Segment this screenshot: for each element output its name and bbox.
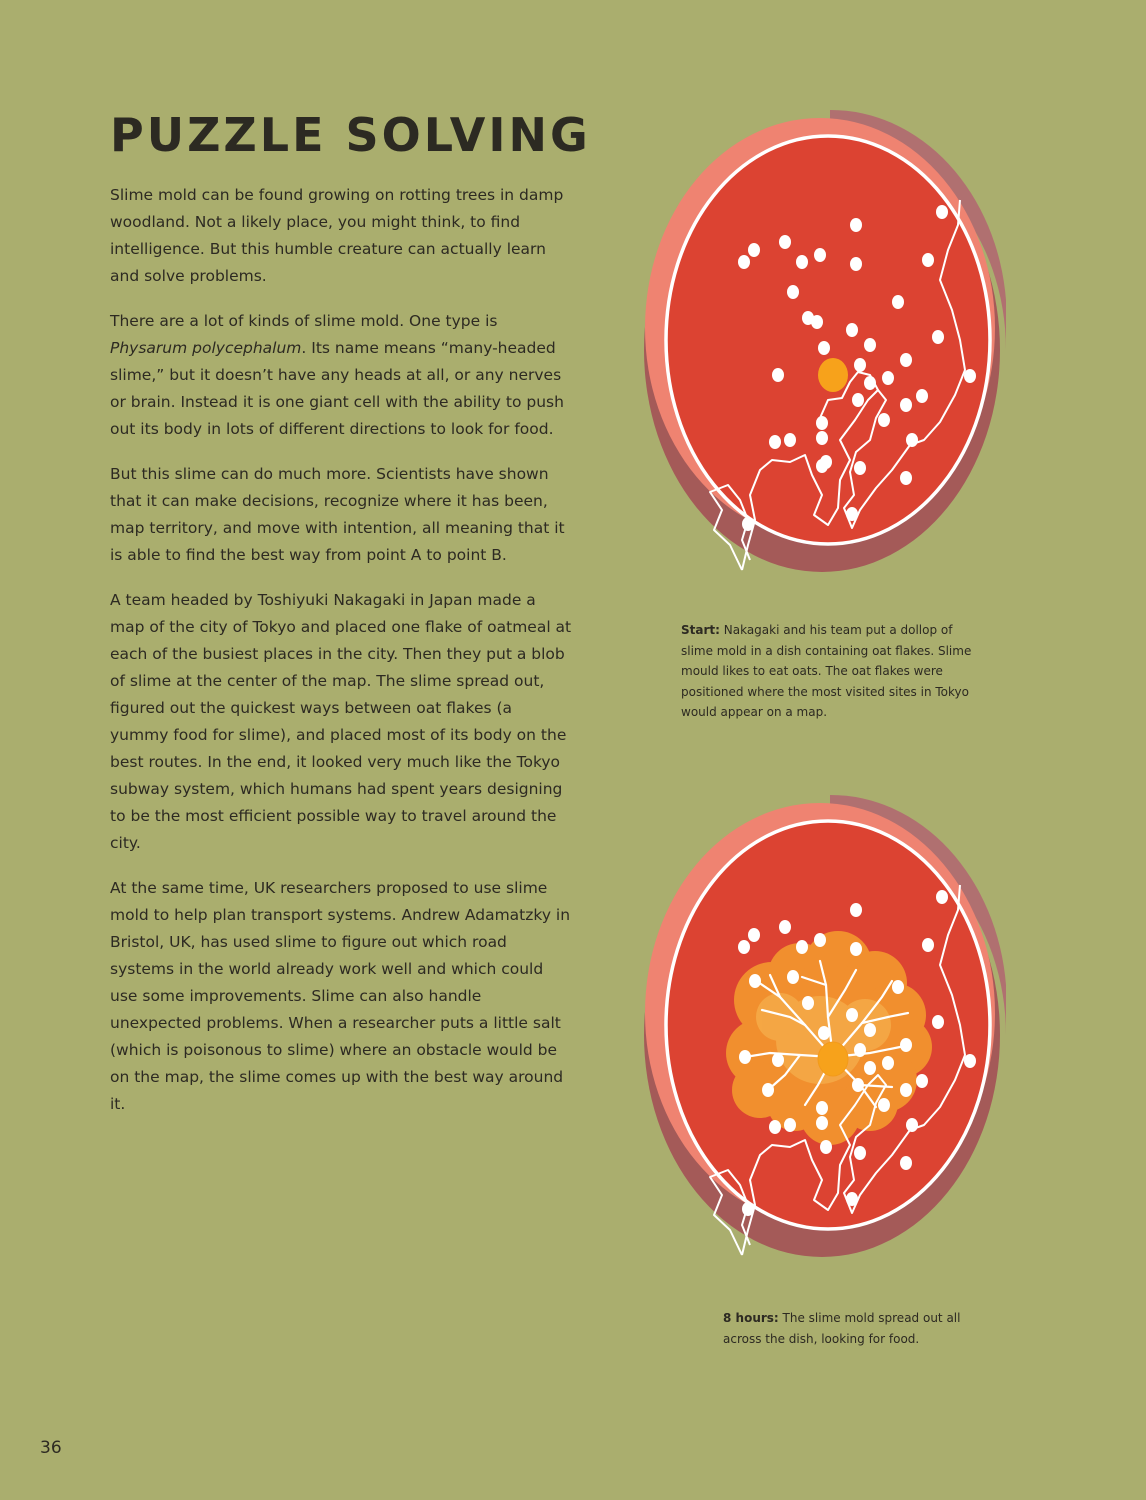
slime-starting-blob bbox=[818, 358, 848, 392]
caption-8-hours-label: 8 hours: bbox=[723, 1311, 779, 1325]
paragraph-2 bbox=[110, 308, 572, 443]
paragraph-2-start: There are a lot of kinds of slime mold. One type is bbox=[110, 312, 498, 330]
page-title: PUZZLE SOLVING bbox=[110, 108, 591, 162]
caption-start-text: Nakagaki and his team put a dollop of slime mold in a dish containing oat flakes. Slime mould likes to eat oats. The oat flakes were positioned where the most visited sites in Tokyo would appear on a map. bbox=[681, 623, 972, 719]
petri-dish-start bbox=[630, 100, 1030, 580]
caption-start-label: Start: bbox=[681, 623, 720, 637]
paragraph-1: Slime mold can be found growing on rotting trees in damp woodland. Not a likely place, you might think, to find intelligence. But this humble creature can actually learn and solve problems. bbox=[110, 186, 564, 285]
slime-center-blob bbox=[818, 1042, 848, 1076]
petri-dish-start-illustration bbox=[630, 100, 1030, 580]
paragraph-3: But this slime can do much more. Scientists have shown that it can make decisions, recognize where it has been, map territory, and move with intention, all meaning that it is able to find the best way from point A to point B. bbox=[110, 465, 565, 564]
paragraph-4: A team headed by Toshiyuki Nakagaki in Japan made a map of the city of Tokyo and placed one flake of oatmeal at each of the busiest places in the city. Then they put a blob of slime at the center of the map. The slime spread out, figured out the quickest ways between oat flakes (a yummy food for slime), and placed most of its body on the best routes. In the end, it looked very much like the Tokyo subway system, which humans had spent years designing to be the most efficient possible way to travel around the city. bbox=[110, 591, 572, 852]
caption-8-hours-text: The slime mold spread out all across the dish, looking for food. bbox=[723, 1311, 961, 1346]
species-name: Physarum polycephalum bbox=[110, 339, 302, 357]
petri-dish-8-hours bbox=[630, 785, 1030, 1265]
body-text bbox=[110, 182, 572, 1136]
paragraph-5: At the same time, UK researchers proposed to use slime mold to help plan transport systems. Andrew Adamatzky in Bristol, UK, has used slime to figure out which road systems in the world already work well and which could use some improvements. Slime can also handle unexpected problems. When a researcher puts a little salt (which is poisonous to slime) where an obstacle would be on the map, the slime comes up with the best way around it. bbox=[110, 879, 571, 1113]
paragraph-2-end: . Its name means “many-headed slime,” but it doesn’t have any heads at all, or any nerves or brain. Instead it is one giant cell with the ability to push out its body in lots of different directions to look for food. bbox=[110, 339, 564, 438]
caption-start bbox=[681, 620, 981, 723]
caption-8-hours bbox=[723, 1308, 963, 1349]
petri-dish-8-hours-illustration bbox=[630, 785, 1030, 1265]
page-number: 36 bbox=[40, 1438, 62, 1458]
